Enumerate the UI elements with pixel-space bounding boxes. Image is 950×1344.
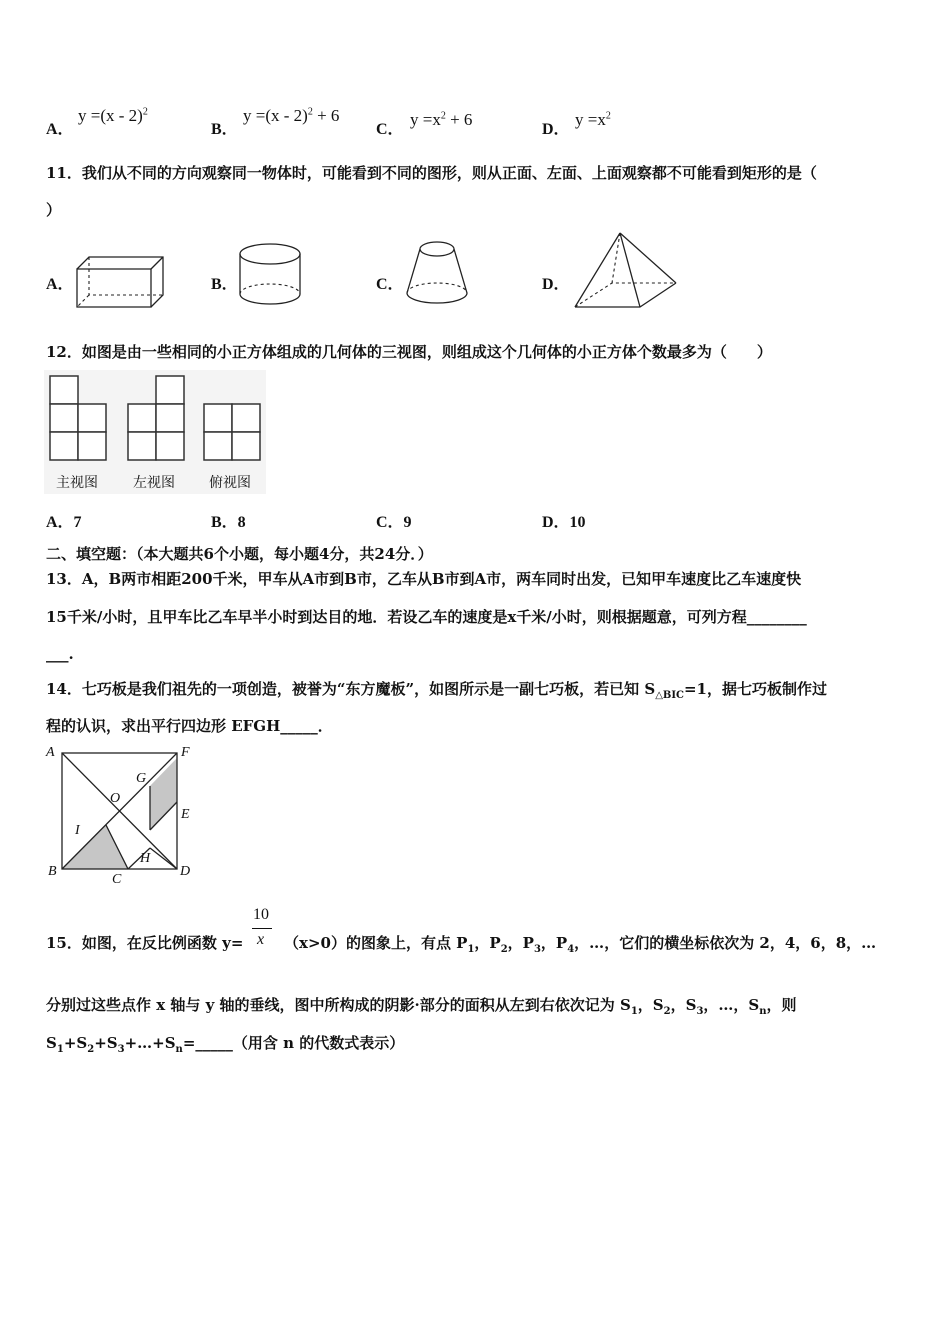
front-view-label: 主视图 (56, 475, 98, 491)
q14-line-2: 程的认识，求出平行四边形 EFGH_____． (46, 717, 333, 735)
cuboid-figure (74, 255, 166, 311)
q15-line-1-a: 15．如图，在反比例函数 y= (46, 934, 244, 952)
q14-line-1: 14．七巧板是我们祖先的一项创造，被誉为“东方魔板”，如图所示是一副七巧板，若已知 $S_{\triangle BIC}=1$，据七巧板制作过 (46, 680, 827, 701)
q12-option-c: C．9 (376, 514, 412, 531)
q12-option-b: B．8 (211, 514, 246, 531)
point-o: O (110, 791, 121, 806)
point-f: F (181, 745, 190, 760)
q10-option-d-expr: $y =x^2$ (575, 110, 611, 129)
q15-frac-den: x (257, 931, 265, 948)
q12-option-d: D．10 (542, 514, 586, 531)
point-c: C (112, 872, 122, 887)
q15-line-3: $S_1+S_2+S_3+\dots+S_n=\_\_\_\_\_$（用含 n 的代数式表示） (46, 1034, 405, 1055)
q10-option-a-label: A． (46, 121, 74, 138)
q15-frac-num: 10 (253, 906, 269, 923)
q15-frac-bar (252, 928, 272, 929)
q15-line-1-b: （x>0）的图象上，有点 $P_1$，$P_2$，$P_3$，$P_4$，…，它们的横坐标依次为 2，4，6，8，… (284, 934, 877, 955)
section-fill-in-title: 二、填空题：（本大题共6个小题，每小题4分，共24分．） (46, 545, 433, 563)
point-b: B (48, 864, 57, 879)
q11-question: 11．我们从不同的方向观察同一物体时，可能看到不同的图形，则从正面、左面、上面观察都不可能看到矩形的是（ (46, 164, 817, 182)
q12-question: 12．如图是由一些相同的小正方体组成的几何体的三视图，则组成这个几何体的小正方体个数最多为（ ） (46, 343, 772, 361)
q11-option-b-label: B． (211, 276, 238, 293)
point-a: A (46, 745, 55, 760)
left-view-label: 左视图 (133, 475, 175, 491)
q13-line-3: ___. (46, 645, 74, 663)
q10-option-a-expr: y =(x - 2)$^2$ (78, 106, 148, 125)
point-i: I (75, 823, 80, 838)
q11-option-c-label: C． (376, 276, 404, 293)
q11-option-d-label: D． (542, 276, 570, 293)
point-h: H (140, 851, 151, 866)
q10-option-c-label: C． (376, 121, 404, 138)
tangram-figure (44, 742, 204, 887)
cylinder-figure (238, 242, 304, 308)
q10-option-d-label: D． (542, 121, 570, 138)
point-g: G (136, 771, 147, 786)
q12-option-a: A．7 (46, 514, 82, 531)
q11-question-close: ） (46, 201, 62, 219)
q10-option-b-expr: y =(x - 2)$^2$ + 6 (243, 106, 340, 125)
frustum-figure (404, 240, 470, 308)
point-d: D (180, 864, 191, 879)
top-view-label: 俯视图 (209, 475, 251, 491)
q15-line-2: 分别过这些点作 x 轴与 y 轴的垂线，图中所构成的阴影·部分的面积从左到右依次记为 $S_1$，$S_2$，$S_3$，…，$S_n$，则 (46, 996, 797, 1017)
q10-option-b-label: B． (211, 121, 238, 138)
q13-line-2: 15千米/小时，且甲车比乙车早半小时到达目的地．若设乙车的速度是x千米/小时，则根据题意，可列方程________ (46, 608, 807, 626)
q13-line-1: 13．A，B两市相距200千米，甲车从A市到B市，乙车从B市到A市，两车同时出发，已知甲车速度比乙车速度快 (46, 570, 802, 588)
pyramid-figure (572, 230, 682, 310)
q11-option-a-label: A． (46, 276, 74, 293)
point-e: E (181, 807, 190, 822)
q10-option-c-expr: $y =x^2 + 6$ (410, 110, 473, 129)
